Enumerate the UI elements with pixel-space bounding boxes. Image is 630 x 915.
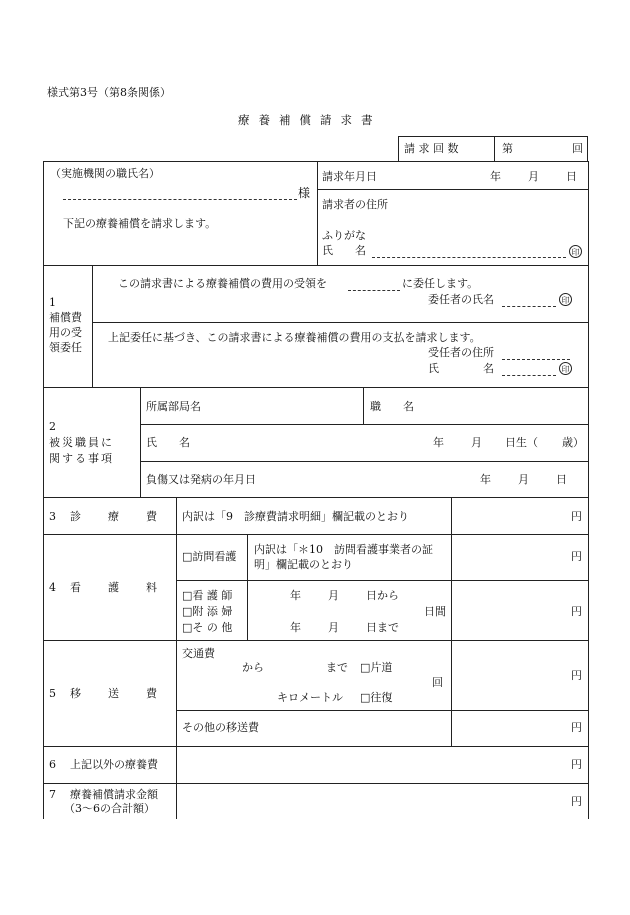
unit-yen: 円 bbox=[571, 605, 582, 618]
age-label: 歳） bbox=[562, 436, 584, 449]
birth-month: 月 bbox=[471, 436, 482, 449]
request-statement: 下記の療養補償を請求します。 bbox=[63, 217, 217, 230]
delegatee-address-label: 受任者の住所 bbox=[428, 346, 494, 359]
claim-date-year: 年 bbox=[490, 170, 501, 183]
one-way-checkbox[interactable]: □片道 bbox=[360, 661, 393, 674]
injury-month: 月 bbox=[518, 473, 529, 486]
section-5-label: 移送費 bbox=[70, 687, 184, 700]
km-label: キロメートル bbox=[277, 691, 343, 704]
department-label: 所属部局名 bbox=[146, 400, 201, 413]
page-title: 療養補償請求書 bbox=[238, 113, 382, 127]
form-table bbox=[43, 161, 589, 819]
furigana-label: ふりがな bbox=[322, 229, 366, 242]
home-nursing-checkbox[interactable]: □訪問看護 bbox=[182, 550, 237, 563]
section-7-num: 7 bbox=[49, 788, 56, 801]
claimant-address-label: 請求者の住所 bbox=[322, 198, 388, 211]
unit-yen: 円 bbox=[571, 550, 582, 563]
to-day: 日まで bbox=[366, 621, 399, 634]
delegatee-name-line[interactable] bbox=[502, 375, 556, 376]
unit-yen: 円 bbox=[571, 669, 582, 682]
section-1-num: 1 bbox=[49, 296, 56, 309]
section-4-label: 看護料 bbox=[70, 581, 184, 594]
from-label: から bbox=[242, 661, 264, 674]
claim-count-label: 請 求 回 数 bbox=[404, 142, 459, 155]
claimant-name-line[interactable] bbox=[372, 257, 566, 258]
from-day: 日から bbox=[366, 589, 399, 602]
section-2-num: 2 bbox=[49, 420, 56, 433]
section-1-label-c: 領委任 bbox=[49, 341, 82, 354]
visit-note-2: 明」欄記載のとおり bbox=[254, 558, 353, 571]
injury-day: 日 bbox=[556, 473, 567, 486]
delegation-text-1: この請求書による療養補償の費用の受領を bbox=[118, 277, 327, 290]
attendant-checkbox[interactable]: □附 添 婦 bbox=[182, 605, 233, 618]
birth-day: 日生（ bbox=[505, 436, 538, 449]
honorific: 様 bbox=[298, 186, 311, 200]
delegation-text-2: 上記委任に基づき、この請求書による療養補償の費用の支払を請求します。 bbox=[108, 331, 481, 344]
institution-name-line[interactable] bbox=[63, 199, 297, 200]
claim-date-label: 請求年月日 bbox=[322, 170, 377, 183]
to-year: 年 bbox=[290, 621, 301, 634]
delegator-label: 委任者の氏名 bbox=[428, 293, 494, 306]
other-transport-label: その他の移送費 bbox=[182, 721, 259, 734]
claim-date-day: 日 bbox=[566, 170, 577, 183]
unit-yen: 円 bbox=[571, 510, 582, 523]
fare-label: 交通費 bbox=[182, 647, 215, 660]
section-1-label-b: 用の受 bbox=[49, 326, 82, 339]
nurse-checkbox[interactable]: □看 護 師 bbox=[182, 589, 233, 602]
injury-year: 年 bbox=[480, 473, 491, 486]
to-label: まで bbox=[326, 661, 348, 674]
days-label: 日間 bbox=[424, 605, 446, 618]
delegatee-line[interactable] bbox=[348, 290, 400, 291]
section-3-label: 診療費 bbox=[70, 510, 184, 523]
section-2-label-a: 被災職員に bbox=[49, 436, 114, 449]
times-label: 回 bbox=[432, 676, 443, 689]
medical-detail-note: 内訳は「9 診療費請求明細」欄記載のとおり bbox=[182, 510, 409, 523]
section-6-label: 上記以外の療養費 bbox=[70, 758, 158, 771]
claimant-name-label: 氏 名 bbox=[322, 244, 366, 257]
section-5-num: 5 bbox=[49, 687, 56, 700]
section-3-num: 3 bbox=[49, 510, 56, 523]
unit-yen: 円 bbox=[571, 758, 582, 771]
section-6-num: 6 bbox=[49, 758, 56, 771]
form-number: 様式第3号（第8条関係） bbox=[47, 86, 171, 99]
seal-mark: 印 bbox=[559, 362, 572, 375]
visit-note-1: 内訳は「＊10 訪問看護事業者の証 bbox=[254, 543, 433, 556]
round-trip-checkbox[interactable]: □往復 bbox=[360, 691, 393, 704]
delegator-name-line[interactable] bbox=[502, 306, 556, 307]
claim-date-month: 月 bbox=[528, 170, 539, 183]
delegatee-address-line[interactable] bbox=[502, 359, 570, 360]
section-1-label-a: 補償費 bbox=[49, 311, 82, 324]
claim-count-prefix: 第 bbox=[502, 142, 513, 155]
section-4-num: 4 bbox=[49, 581, 56, 594]
section-7-sub: （3〜6の合計額） bbox=[64, 802, 155, 815]
institution-header: （実施機関の職氏名） bbox=[50, 167, 160, 180]
seal-mark: 印 bbox=[559, 293, 572, 306]
birth-year: 年 bbox=[433, 436, 444, 449]
victim-name-label: 氏 名 bbox=[146, 436, 190, 449]
delegation-text-1b: に委任します。 bbox=[402, 277, 479, 290]
other-checkbox[interactable]: □そ の 他 bbox=[182, 621, 233, 634]
section-2-label-b: 関する事項 bbox=[49, 452, 114, 465]
position-label: 職 名 bbox=[370, 400, 414, 413]
claim-count-suffix: 回 bbox=[572, 142, 583, 155]
injury-date-label: 負傷又は発病の年月日 bbox=[146, 473, 256, 486]
seal-mark: 印 bbox=[569, 245, 582, 258]
from-year: 年 bbox=[290, 589, 301, 602]
unit-yen: 円 bbox=[571, 795, 582, 808]
delegatee-name-label: 氏 名 bbox=[428, 362, 494, 375]
to-month: 月 bbox=[328, 621, 339, 634]
from-month: 月 bbox=[328, 589, 339, 602]
unit-yen: 円 bbox=[571, 721, 582, 734]
section-7-label: 療養補償請求金額 bbox=[70, 788, 158, 801]
